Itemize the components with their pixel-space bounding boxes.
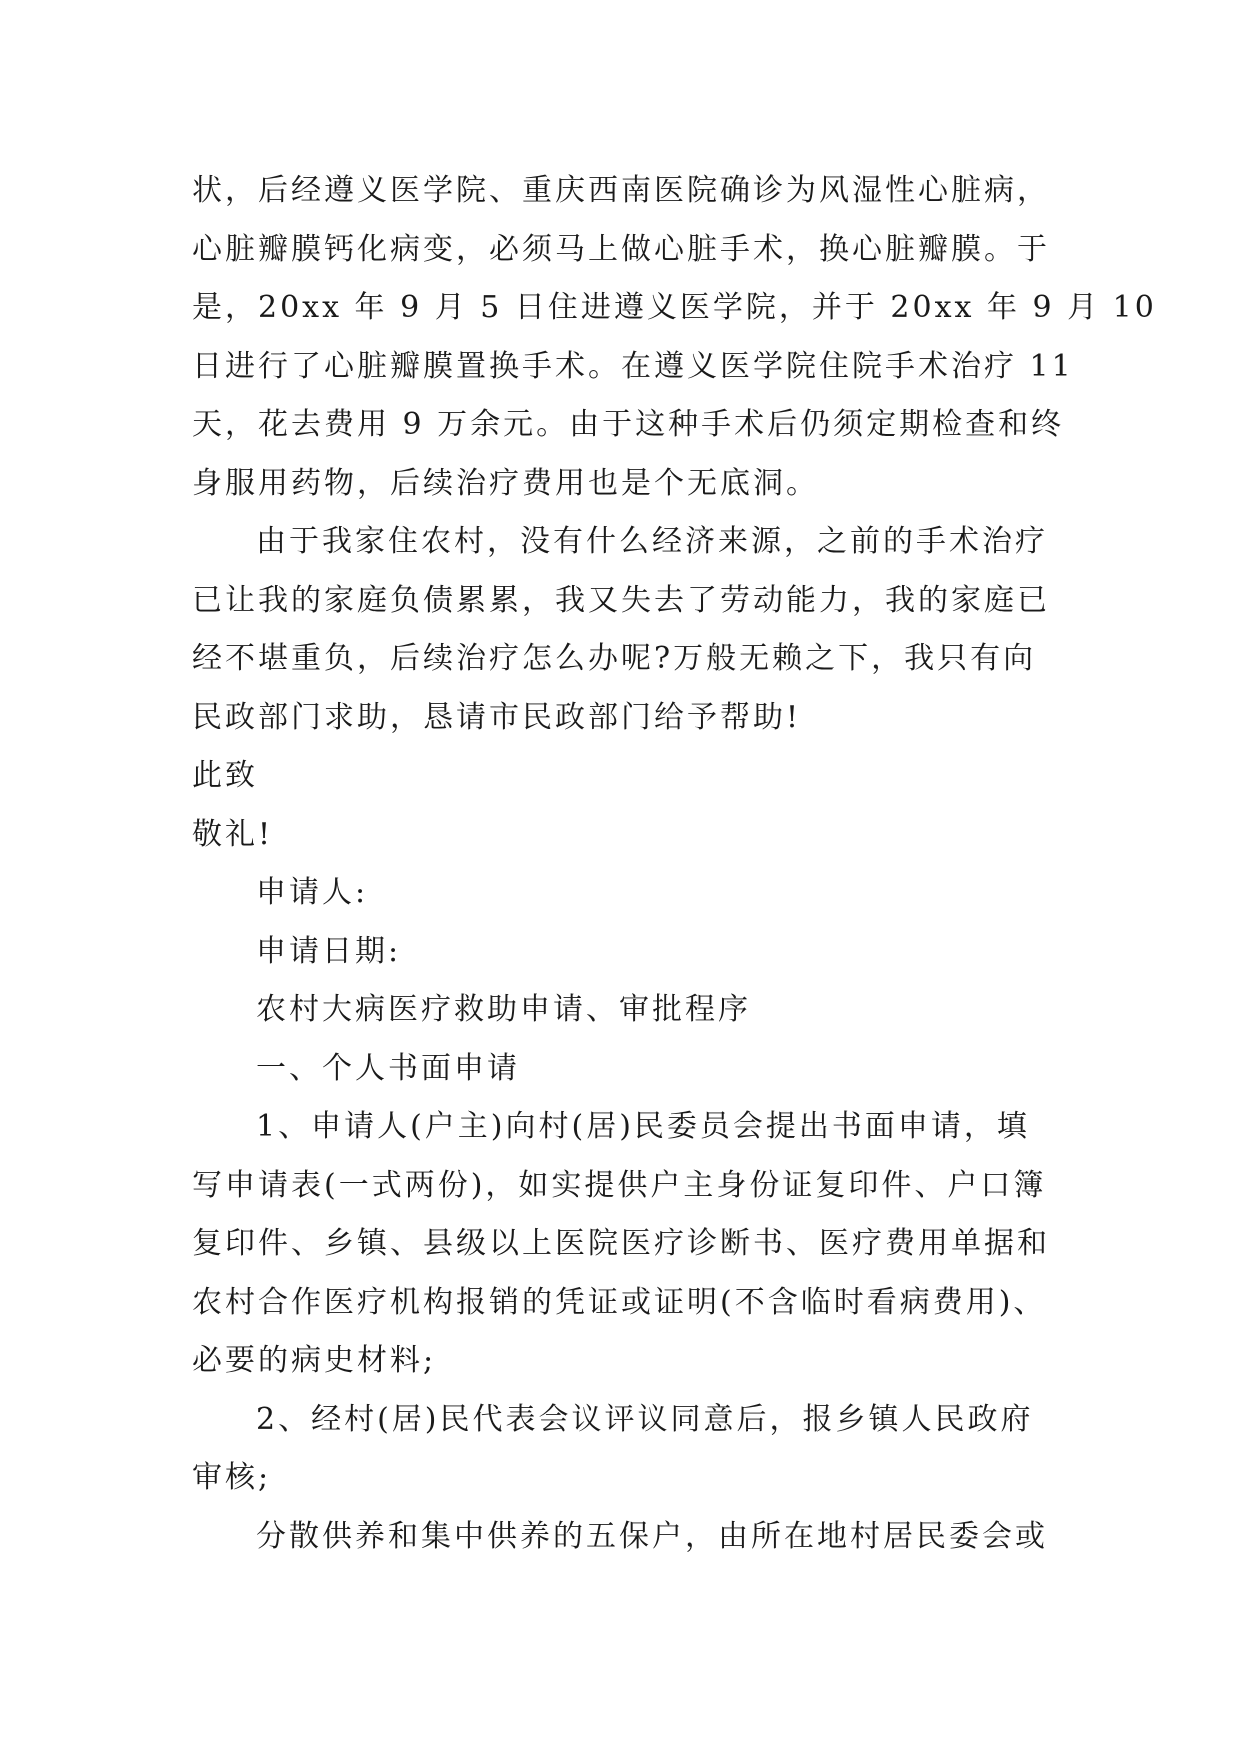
closing-regards: 敬礼! <box>192 816 274 852</box>
text-line: 必要的病史材料; <box>192 1343 437 1378</box>
text-line: 是，20xx 年 9 月 5 日住进遵义医学院，并于 20xx 年 9 月 10 <box>192 290 1157 325</box>
paragraph-start-line: 2、经村(居)民代表会议评议同意后，报乡镇人民政府 <box>256 1401 1034 1437</box>
text-line: 复印件、乡镇、县级以上医院医疗诊断书、医疗费用单据和 <box>192 1226 1050 1261</box>
closing-salutation: 此致 <box>192 758 258 793</box>
text-line: 状，后经遵义医学院、重庆西南医院确诊为风湿性心脏病， <box>192 173 1050 208</box>
application-date-label: 申请日期: <box>256 933 402 969</box>
text-line: 日进行了心脏瓣膜置换手术。在遵义医学院住院手术治疗 11 <box>192 348 1074 384</box>
section-title: 农村大病医疗救助申请、审批程序 <box>256 992 751 1027</box>
text-line: 民政部门求助，恳请市民政部门给予帮助! <box>192 699 802 735</box>
text-line: 已让我的家庭负债累累，我又失去了劳动能力，我的家庭已 <box>192 582 1050 618</box>
document-body <box>192 162 1157 1566</box>
paragraph-start-line: 1、申请人(户主)向村(居)民委员会提出书面申请，填 <box>256 1109 1030 1144</box>
text-line: 天，花去费用 9 万余元。由于这种手术后仍须定期检查和终 <box>192 407 1065 442</box>
text-line: 农村合作医疗机构报销的凭证或证明(不含临时看病费用)、 <box>192 1284 1047 1320</box>
text-line: 写申请表(一式两份)，如实提供户主身份证复印件、户口簿 <box>192 1167 1047 1203</box>
paragraph-start-line: 分散供养和集中供养的五保户，由所在地村居民委会或 <box>256 1518 1048 1554</box>
paragraph-start-line: 由于我家住农村，没有什么经济来源，之前的手术治疗 <box>256 524 1048 559</box>
text-line: 经不堪重负，后续治疗怎么办呢?万般无赖之下，我只有向 <box>192 641 1037 676</box>
text-line: 身服用药物，后续治疗费用也是个无底洞。 <box>192 465 819 501</box>
section-heading: 一、个人书面申请 <box>256 1050 520 1086</box>
text-line: 审核; <box>192 1460 272 1495</box>
applicant-label: 申请人: <box>256 875 369 910</box>
text-line: 心脏瓣膜钙化病变，必须马上做心脏手术，换心脏瓣膜。于 <box>192 231 1050 267</box>
